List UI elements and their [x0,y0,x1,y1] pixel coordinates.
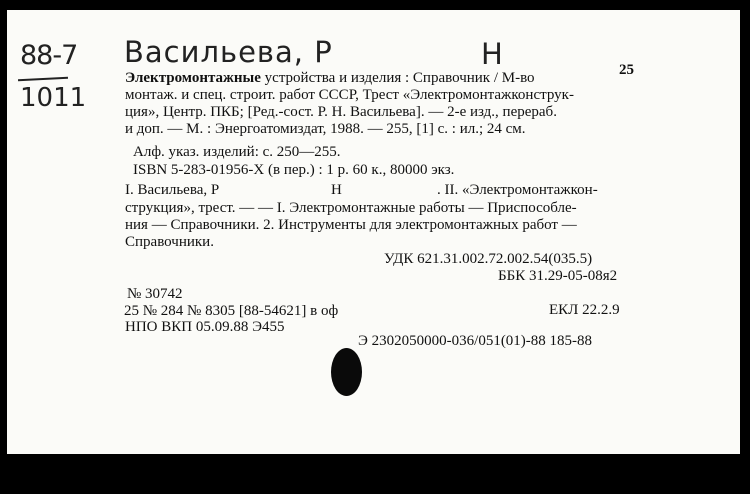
card-number: № 30742 [127,286,183,302]
punch-hole [331,348,362,396]
title-rest: устройства и изделия : Справочник / М-во [264,70,535,86]
npo-line: НПО ВКП 05.09.88 Э455 [125,319,285,335]
handwritten-initial: Н [481,37,503,71]
handwritten-shelf-code-bottom: 1011 [20,83,87,113]
subject-line-3: Справочники. [125,234,214,250]
entry-organization: . II. «Электромонтажкон- [437,182,598,198]
isbn-line: ISBN 5-283-01956-Х (в пер.) : 1 р. 60 к., 80000 экз. [133,162,455,178]
description-line-2: монтаж. и спец. строит. работ СССР, Трест «Электромонтажконструк- [125,87,574,103]
subject-line-2: ния — Справочники. 2. Инструменты для электромонтажных работ — [125,217,577,233]
description-line-3: ция», Центр. ПКБ; [Ред.-сост. Р. Н. Васильева]. — 2-е изд., перераб. [125,104,557,120]
entry-author: I. Васильева, Р [125,182,220,198]
e-code: Э 2302050000-036/051(01)-88 185-88 [358,333,593,349]
entry-author-initial: Н [331,182,342,198]
handwritten-author: Васильева, Р [124,35,333,69]
order-line: 25 № 284 № 8305 [88-54621] в оф [124,303,339,319]
bbk-code: ББК 31.29-05-08я2 [498,268,618,284]
udk-code: УДК 621.31.002.72.002.54(035.5) [384,251,593,267]
title-line [125,70,535,86]
description-line-4: и доп. — М. : Энергоатомиздат, 1988. — 255, [1] с. : ил.; 24 см. [125,121,526,137]
subject-line-1: струкция», трест. — — I. Электромонтажные работы — Приспособле- [125,200,577,216]
index-note: Алф. указ. изделий: с. 250—255. [133,144,341,160]
title-bold: Электромонтажные [125,70,261,86]
card-page-count: 25 [619,62,634,78]
handwritten-shelf-code-top: 88-7 [20,40,78,71]
ekl-code: ЕКЛ 22.2.9 [549,302,620,318]
